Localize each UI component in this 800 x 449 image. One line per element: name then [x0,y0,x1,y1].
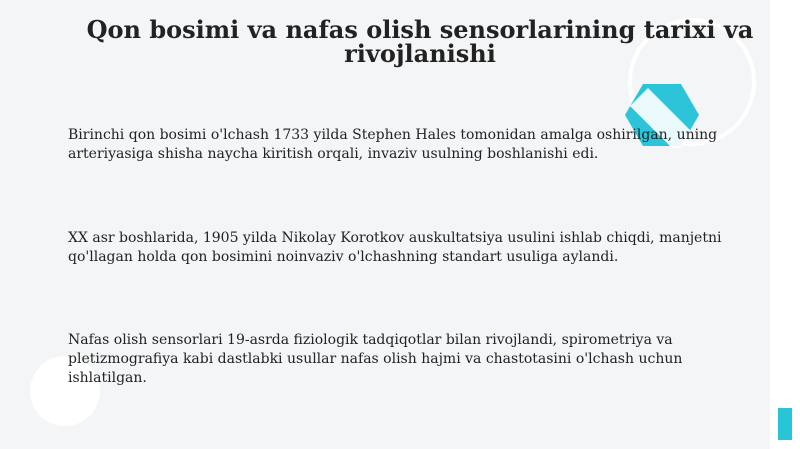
scrollbar-thumb[interactable] [778,408,792,440]
paragraph-respiratory-sensors: Nafas olish sensorlari 19-asrda fiziologik tadqiqotlar bilan rivojlandi, spirometriya va pletizmografiya kabi dastlabki usullar nafas olish hajmi va chastotasini o'lchash uchun ishlatilgan. [68,332,683,386]
paragraph-korotkov: XX asr boshlarida, 1905 yilda Nikolay Korotkov auskultatsiya usulini ishlab chiqdi, manjetni qo'llagan holda qon bosimini noinvaziv o'lchashning standart usuliga aylandi. [68,230,722,265]
paragraph-hales: Birinchi qon bosimi o'lchash 1733 yilda Stephen Hales tomonidan amalga oshirilgan, uning arteriyasiga shisha naycha kiritish orqali, invaziv usulning boshlanishi edi. [68,127,718,162]
slide-title: Qon bosimi va nafas olish sensorlarining tarixi va rivojlanishi [86,15,754,68]
right-edge-strip [770,0,800,449]
